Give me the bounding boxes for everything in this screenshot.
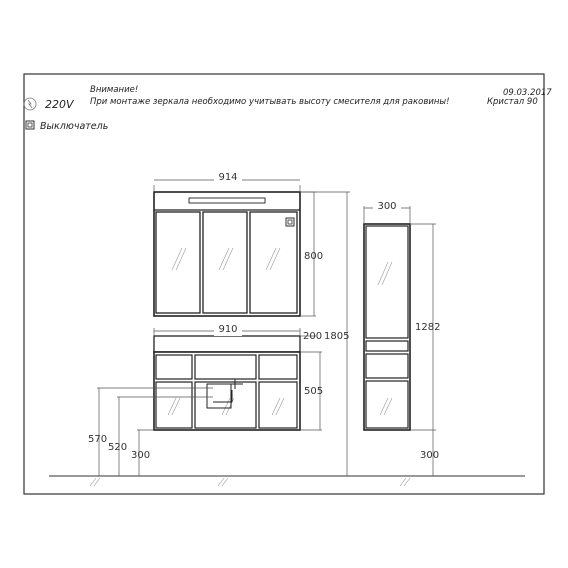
product-name: Кристал 90 bbox=[487, 97, 538, 107]
dim-570: 570 bbox=[88, 434, 108, 445]
tall-column bbox=[364, 224, 410, 430]
column-drawer-2 bbox=[366, 354, 408, 378]
dim-520: 520 bbox=[108, 442, 128, 453]
dim-800: 800 bbox=[304, 251, 324, 262]
led-light-bar bbox=[189, 198, 265, 203]
mirror-door-center bbox=[203, 212, 247, 313]
switch-label: Выключатель bbox=[40, 121, 109, 132]
dim-914: 914 bbox=[218, 172, 238, 183]
dim-910: 910 bbox=[218, 324, 238, 335]
dim-300-top: 300 bbox=[377, 201, 397, 212]
warning-title: Внимание! bbox=[90, 85, 139, 95]
column-drawer bbox=[366, 341, 408, 351]
drawer-center bbox=[195, 355, 256, 379]
column-door-bottom bbox=[366, 381, 408, 428]
door-right bbox=[259, 382, 297, 428]
mirror-door-left bbox=[156, 212, 200, 313]
vanity-unit bbox=[154, 336, 300, 430]
door-center bbox=[195, 382, 256, 428]
dim-1282: 1282 bbox=[415, 322, 441, 333]
voltage-label: 220V bbox=[45, 98, 74, 111]
dim-1805: 1805 bbox=[324, 331, 350, 342]
drawer-left bbox=[156, 355, 192, 379]
dim-300-left: 300 bbox=[131, 450, 151, 461]
dim-gap bbox=[300, 331, 322, 342]
warning-text: При монтаже зеркала необходимо учитывать высоту смесителя для раковины! bbox=[90, 97, 450, 107]
drawing-date: 09.03.2017 bbox=[503, 88, 552, 98]
dim-505: 505 bbox=[304, 386, 324, 397]
column-door-top bbox=[366, 226, 408, 338]
dim-200: 200 bbox=[303, 331, 323, 342]
mirror-cabinet bbox=[154, 192, 300, 316]
countertop bbox=[154, 336, 300, 352]
dim-300-right: 300 bbox=[420, 450, 440, 461]
drawer-right bbox=[259, 355, 297, 379]
door-left bbox=[156, 382, 192, 428]
switch-icon bbox=[286, 218, 294, 226]
